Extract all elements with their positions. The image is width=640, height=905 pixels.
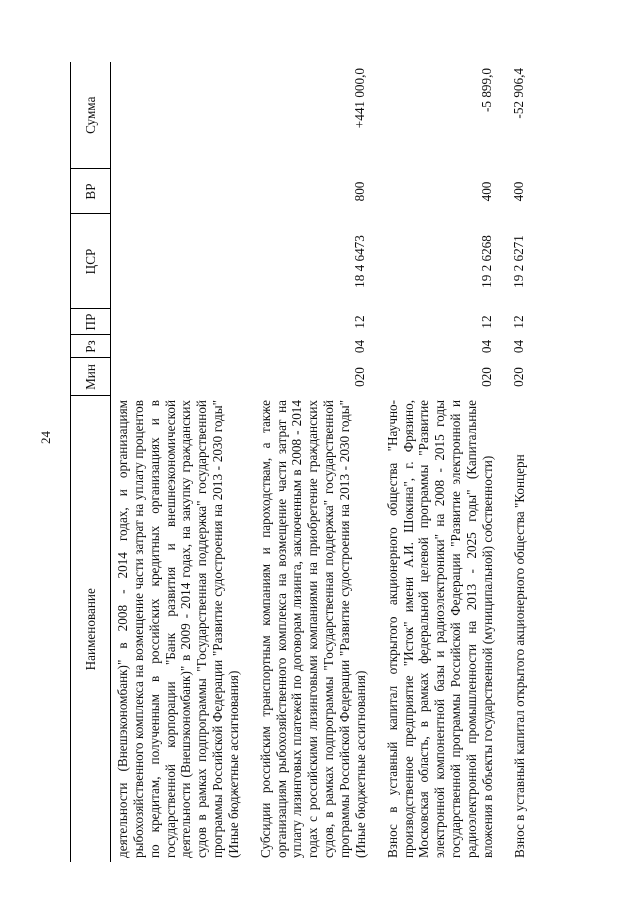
- row-pr: 12: [510, 315, 526, 329]
- row-min: 020: [510, 367, 526, 387]
- row-spacer: [498, 62, 508, 862]
- table-header-row: [71, 62, 111, 862]
- header-pr: ПР: [71, 309, 111, 335]
- row-rz: 04: [478, 339, 494, 354]
- row-csr: 18 4 6473: [351, 235, 367, 288]
- row-sum: [111, 62, 244, 169]
- row-name: Субсидии российским транспортным компаниям и пароходствам, а также организациям рыбохозяйственного комплекса на возмещение части затрат на уплату лизинговых платежей по договорам лизинга, заключенным в 2008 - 2014 годах с российскими лизинговыми компаниями на приобретение гражданских судов, в рамках подпрограммы "Государственная поддержка" государственной программы Российской Федерации "Развитие судостроения на 2013 - 2030 годы" (Иные бюджетные ассигнования): [257, 400, 368, 858]
- header-rz: Рз: [71, 335, 111, 358]
- row-min: 020: [351, 367, 367, 387]
- page-number: 24: [38, 431, 53, 444]
- row-pr: 12: [351, 315, 367, 329]
- table-row: [381, 62, 498, 862]
- row-vr: 800: [351, 181, 367, 202]
- row-vr: 400: [510, 181, 526, 202]
- row-spacer: [371, 62, 381, 862]
- row-sum: -5 899,0: [478, 68, 494, 112]
- row-csr: 19 2 6268: [478, 235, 494, 288]
- row-vr: 400: [478, 181, 494, 202]
- header-csr: ЦСР: [71, 214, 111, 309]
- row-min: 020: [478, 367, 494, 387]
- row-name: деятельности (Внешэкономбанк)" в 2008 - 2014 годах, и организациям рыбохозяйственного комплекса на возмещение части затрат на уплату процентов по кредитам, полученным в российских кредитных организациях и в государственной корпорации "Банк развития и внешнеэкономической деятельности (Внешэкономбанк)" в 2009 - 2014 годах, на закупку гражданских судов в рамках подпрограммы "Государственная поддержка" государственной программы Российской Федерации "Развитие судостроения на 2013 - 2030 годы" (Иные бюджетные ассигнования): [115, 400, 241, 858]
- row-csr: [111, 214, 244, 309]
- table-row: [254, 62, 371, 862]
- header-sum: Сумма: [71, 62, 111, 169]
- row-rz: 04: [510, 339, 526, 354]
- header-name: Наименование: [71, 396, 111, 862]
- row-vr: [111, 169, 244, 214]
- row-name: Взнос в уставный капитал открытого акционерного общества "Научно-производственное предприятие "Исток" имени А.И. Шокина", г. Фрязино, Московская область, в рамках федеральной целевой программы "Развитие электронной компонентной базы и радиоэлектроники" на 2008 - 2015 годы государственной программы Российской Федерации "Развитие электронной и радиоэлектронной промышленности на 2013 - 2025 годы" (Капитальные вложения в объекты государственной (муниципальной) собственности): [384, 400, 495, 858]
- row-spacer: [244, 62, 254, 862]
- row-csr: 19 2 6271: [510, 235, 526, 288]
- row-name: Взнос в уставный капитал открытого акционерного общества "Концерн: [511, 454, 527, 858]
- table-row: [111, 62, 244, 862]
- row-sum: -52 906,4: [510, 68, 526, 119]
- row-pr: [111, 309, 244, 335]
- document-page: [70, 62, 570, 862]
- row-sum: +441 000,0: [351, 68, 367, 129]
- row-rz: [111, 335, 244, 358]
- header-min: Мин: [71, 358, 111, 396]
- table-row: [508, 62, 530, 862]
- budget-table: [70, 62, 529, 862]
- row-pr: 12: [478, 315, 494, 329]
- row-rz: 04: [351, 339, 367, 354]
- row-min: [111, 358, 244, 396]
- header-vr: ВР: [71, 169, 111, 214]
